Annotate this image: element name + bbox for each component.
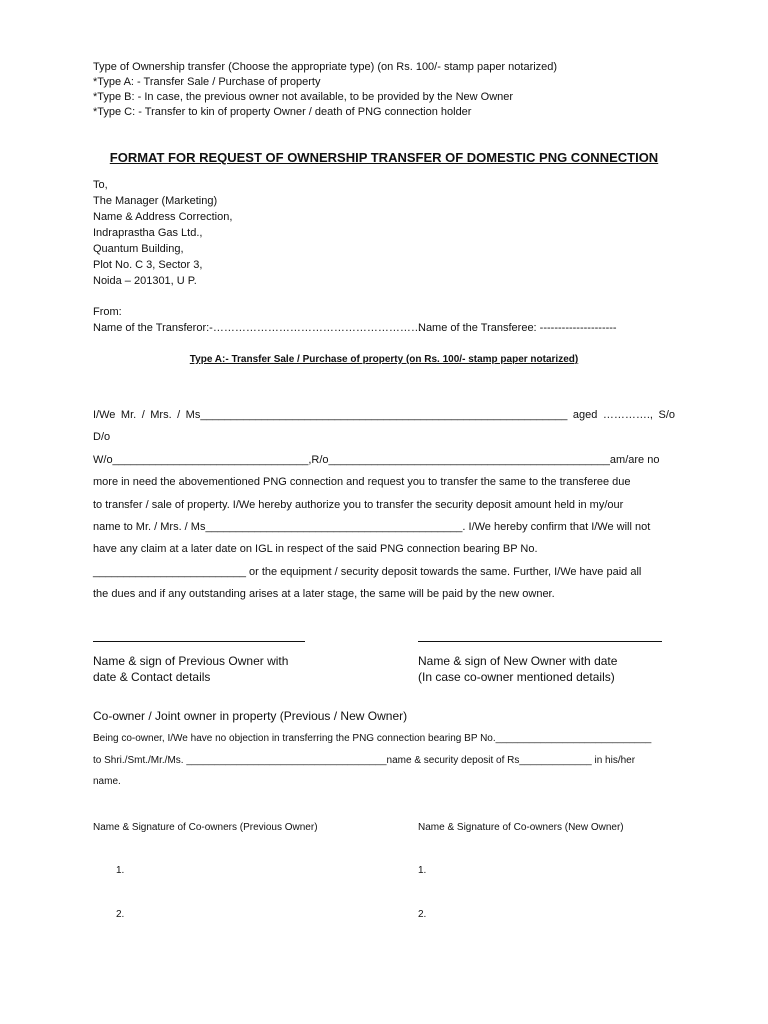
declaration-line: the dues and if any outstanding arises at a later stage, the same will be paid by the new owner. [93, 588, 555, 601]
coowner-new-item: 2. [418, 909, 427, 920]
coowner-line: name. [93, 776, 121, 787]
type-b-note: *Type B: - In case, the previous owner not available, to be provided by the New Owner [93, 91, 514, 103]
document-title: FORMAT FOR REQUEST OF OWNERSHIP TRANSFER OF DOMESTIC PNG CONNECTION [109, 150, 659, 165]
declaration-paragraph [93, 404, 675, 606]
type-a-note: *Type A: - Transfer Sale / Purchase of property [93, 76, 321, 88]
new-owner-signature-label: (In case co-owner mentioned details) [418, 670, 615, 684]
coowner-new-item: 1. [418, 865, 427, 876]
coowner-new-label: Name & Signature of Co-owners (New Owner) [418, 822, 624, 833]
declaration-line: name to Mr. / Mrs. / Ms__________________________________________. I/We hereby confirm that I/We will not [93, 521, 651, 534]
from-label: From: [93, 306, 122, 318]
declaration-line: _________________________ or the equipment / security deposit towards the same. Further, I/We have paid all [93, 565, 642, 578]
ownership-type-intro: Type of Ownership transfer (Choose the appropriate type) (on Rs. 100/- stamp paper notarized) [93, 61, 558, 73]
address-line: Plot No. C 3, Sector 3, [93, 259, 203, 271]
coowner-previous-label: Name & Signature of Co-owners (Previous Owner) [93, 822, 318, 833]
address-line: Quantum Building, [93, 243, 184, 255]
address-line: Indraprastha Gas Ltd., [93, 227, 203, 239]
previous-owner-signature-label: Name & sign of Previous Owner with [93, 654, 289, 668]
coowner-line: Being co-owner, I/We have no objection in transferring the PNG connection bearing BP No.____________________________ [93, 733, 652, 744]
address-line: Noida – 201301, U P. [93, 275, 197, 287]
type-a-heading: Type A:- Transfer Sale / Purchase of property (on Rs. 100/- stamp paper notarized) [189, 354, 579, 365]
declaration-line: W/o________________________________,R/o______________________________________________am/are no [93, 453, 660, 466]
coowner-previous-item: 2. [116, 909, 125, 920]
coowner-previous-item: 1. [116, 865, 125, 876]
declaration-line: more in need the abovementioned PNG connection and request you to transfer the same to the transferee due [93, 476, 631, 489]
type-c-note: *Type C: - Transfer to kin of property Owner / death of PNG connection holder [93, 106, 472, 118]
address-line: Name & Address Correction, [93, 211, 233, 223]
new-owner-signature-line [418, 641, 662, 642]
previous-owner-signature-label: date & Contact details [93, 670, 211, 684]
declaration-line: have any claim at a later date on IGL in respect of the said PNG connection bearing BP No. [93, 543, 538, 556]
previous-owner-signature-line [93, 641, 305, 642]
declaration-line: I/We Mr. / Mrs. / Ms____________________________________________________________ aged …………., S/o D/o [93, 409, 675, 444]
transferee-name-field: Name of the Transferee: --------------------- [418, 322, 617, 334]
declaration-line: to transfer / sale of property. I/We hereby authorize you to transfer the security deposit amount held in my/our [93, 498, 624, 511]
coowner-line: to Shri./Smt./Mr./Ms. ____________________________________name & security deposit of Rs_____________ in his/her [93, 755, 636, 766]
address-line: The Manager (Marketing) [93, 195, 218, 207]
new-owner-signature-label: Name & sign of New Owner with date [418, 654, 618, 668]
address-to: To, [93, 179, 108, 191]
coowner-paragraph [93, 728, 675, 792]
transferor-name-field: Name of the Transferor:-………………………………………………… [93, 322, 422, 334]
coowner-heading: Co-owner / Joint owner in property (Previous / New Owner) [93, 709, 408, 723]
